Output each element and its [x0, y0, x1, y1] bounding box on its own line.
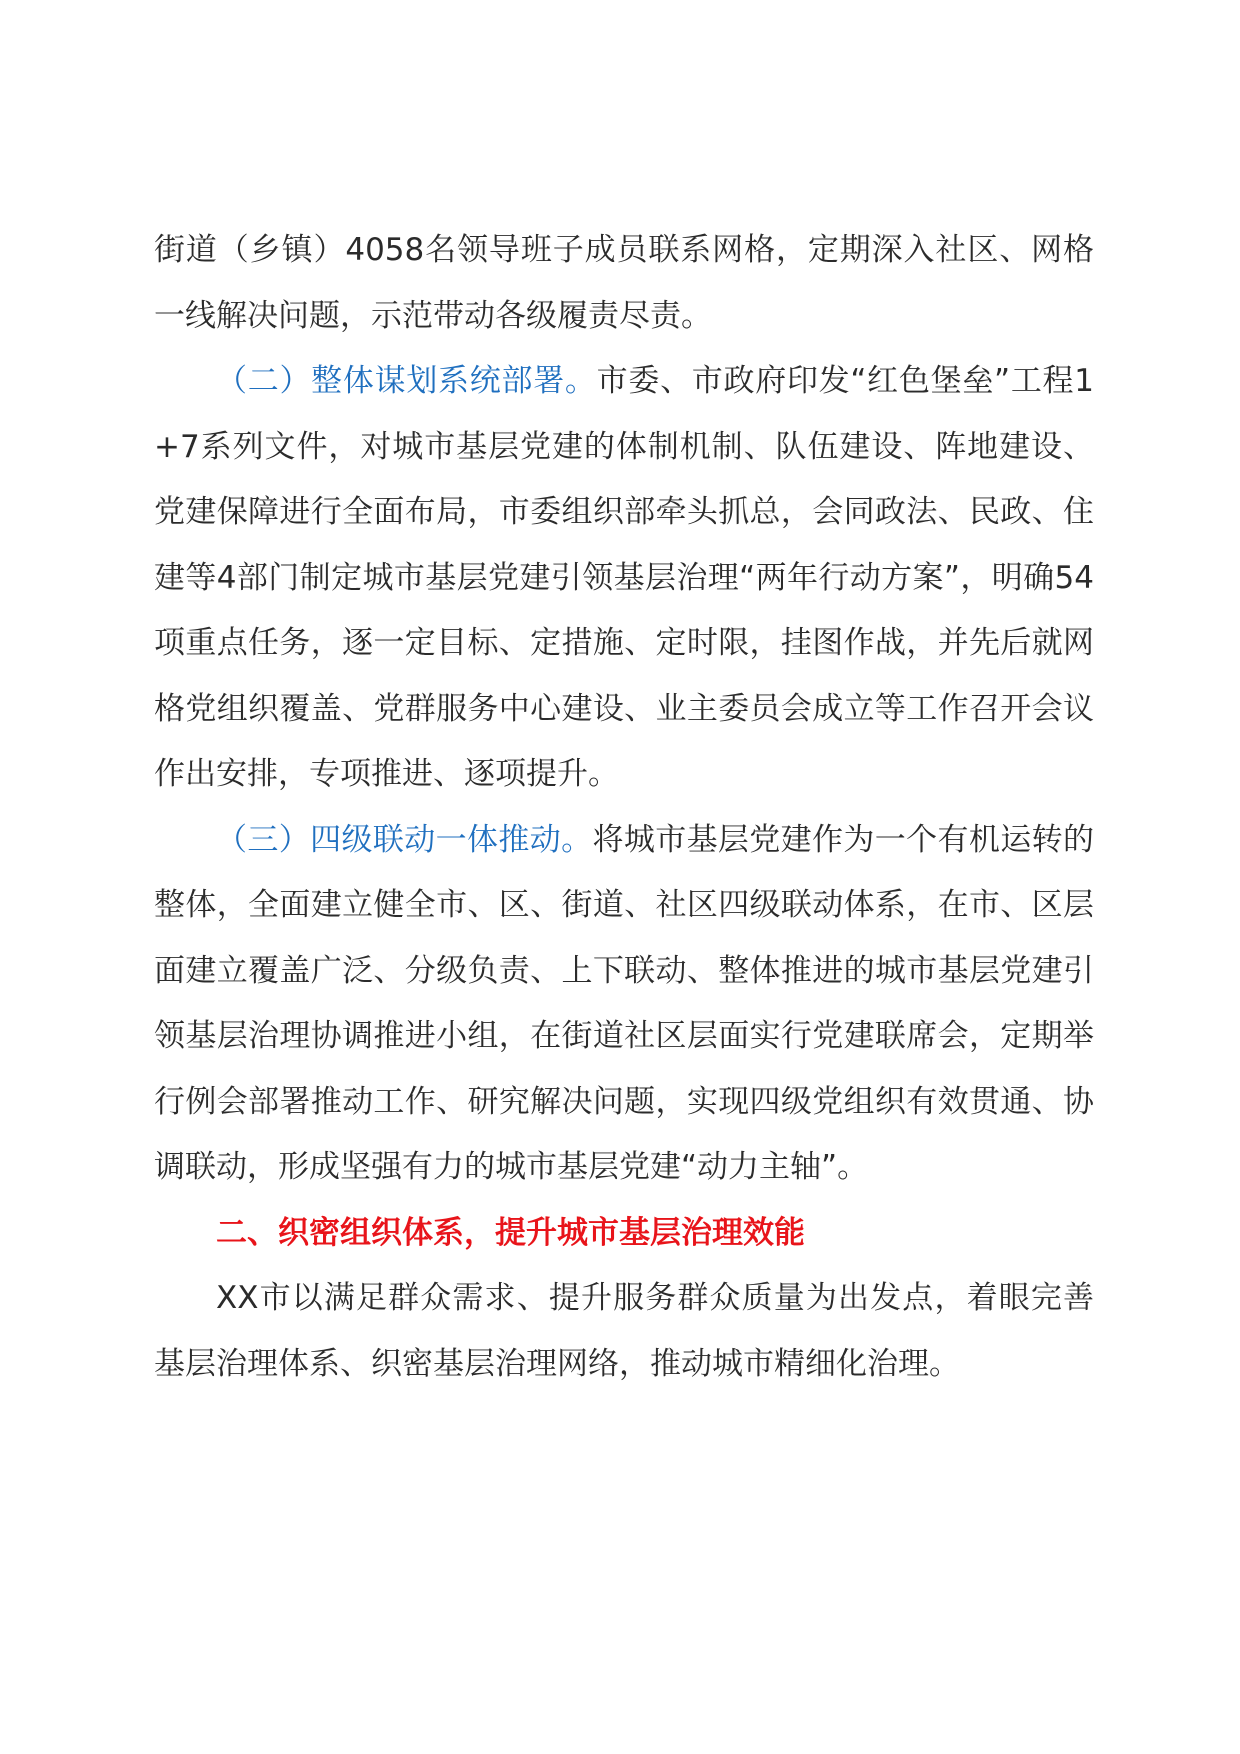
paragraph-item-3: [154, 808, 1094, 1201]
section-body-paragraph: XX市以满足群众需求、提升服务群众质量为出发点，着眼完善基层治理体系、织密基层治理网络，推动城市精细化治理。: [154, 1280, 1094, 1382]
document-body: [154, 218, 1094, 1397]
sub-heading-item-3: （三）四级联动一体推动。: [216, 821, 593, 858]
paragraph-body-item-2: 市委、市政府印发“红色堡垒”工程1+7系列文件，对城市基层党建的体制机制、队伍建设、阵地建设、党建保障进行全面布局，市委组织部牵头抓总，会同政法、民政、住建等4部门制定城市基层党建引领基层治理“两年行动方案”，明确54项重点任务，逐一定目标、定措施、定时限，挂图作战，并先后就网格党组织覆盖、党群服务中心建设、业主委员会成立等工作召开会议作出安排，专项推进、逐项提升。: [154, 363, 1095, 792]
sub-heading-item-2: （二）整体谋划系统部署。: [216, 363, 597, 399]
paragraph-body-item-3: 将城市基层党建作为一个有机运转的整体，全面建立健全市、区、街道、社区四级联动体系，在市、区层面建立覆盖广泛、分级负责、上下联动、整体推进的城市基层党建引领基层治理协调推进小组，在街道社区层面实行党建联席会，定期举行例会部署推动工作、研究解决问题，实现四级党组织有效贯通、协调联动，形成坚强有力的城市基层党建“动力主轴”。: [154, 821, 1095, 1185]
continuation-paragraph: 街道（乡镇）4058名领导班子成员联系网格，定期深入社区、网格一线解决问题，示范带动各级履责尽责。: [154, 232, 1094, 334]
section-heading: 二、织密组织体系，提升城市基层治理效能: [216, 1214, 805, 1251]
paragraph-item-2: [154, 349, 1094, 808]
